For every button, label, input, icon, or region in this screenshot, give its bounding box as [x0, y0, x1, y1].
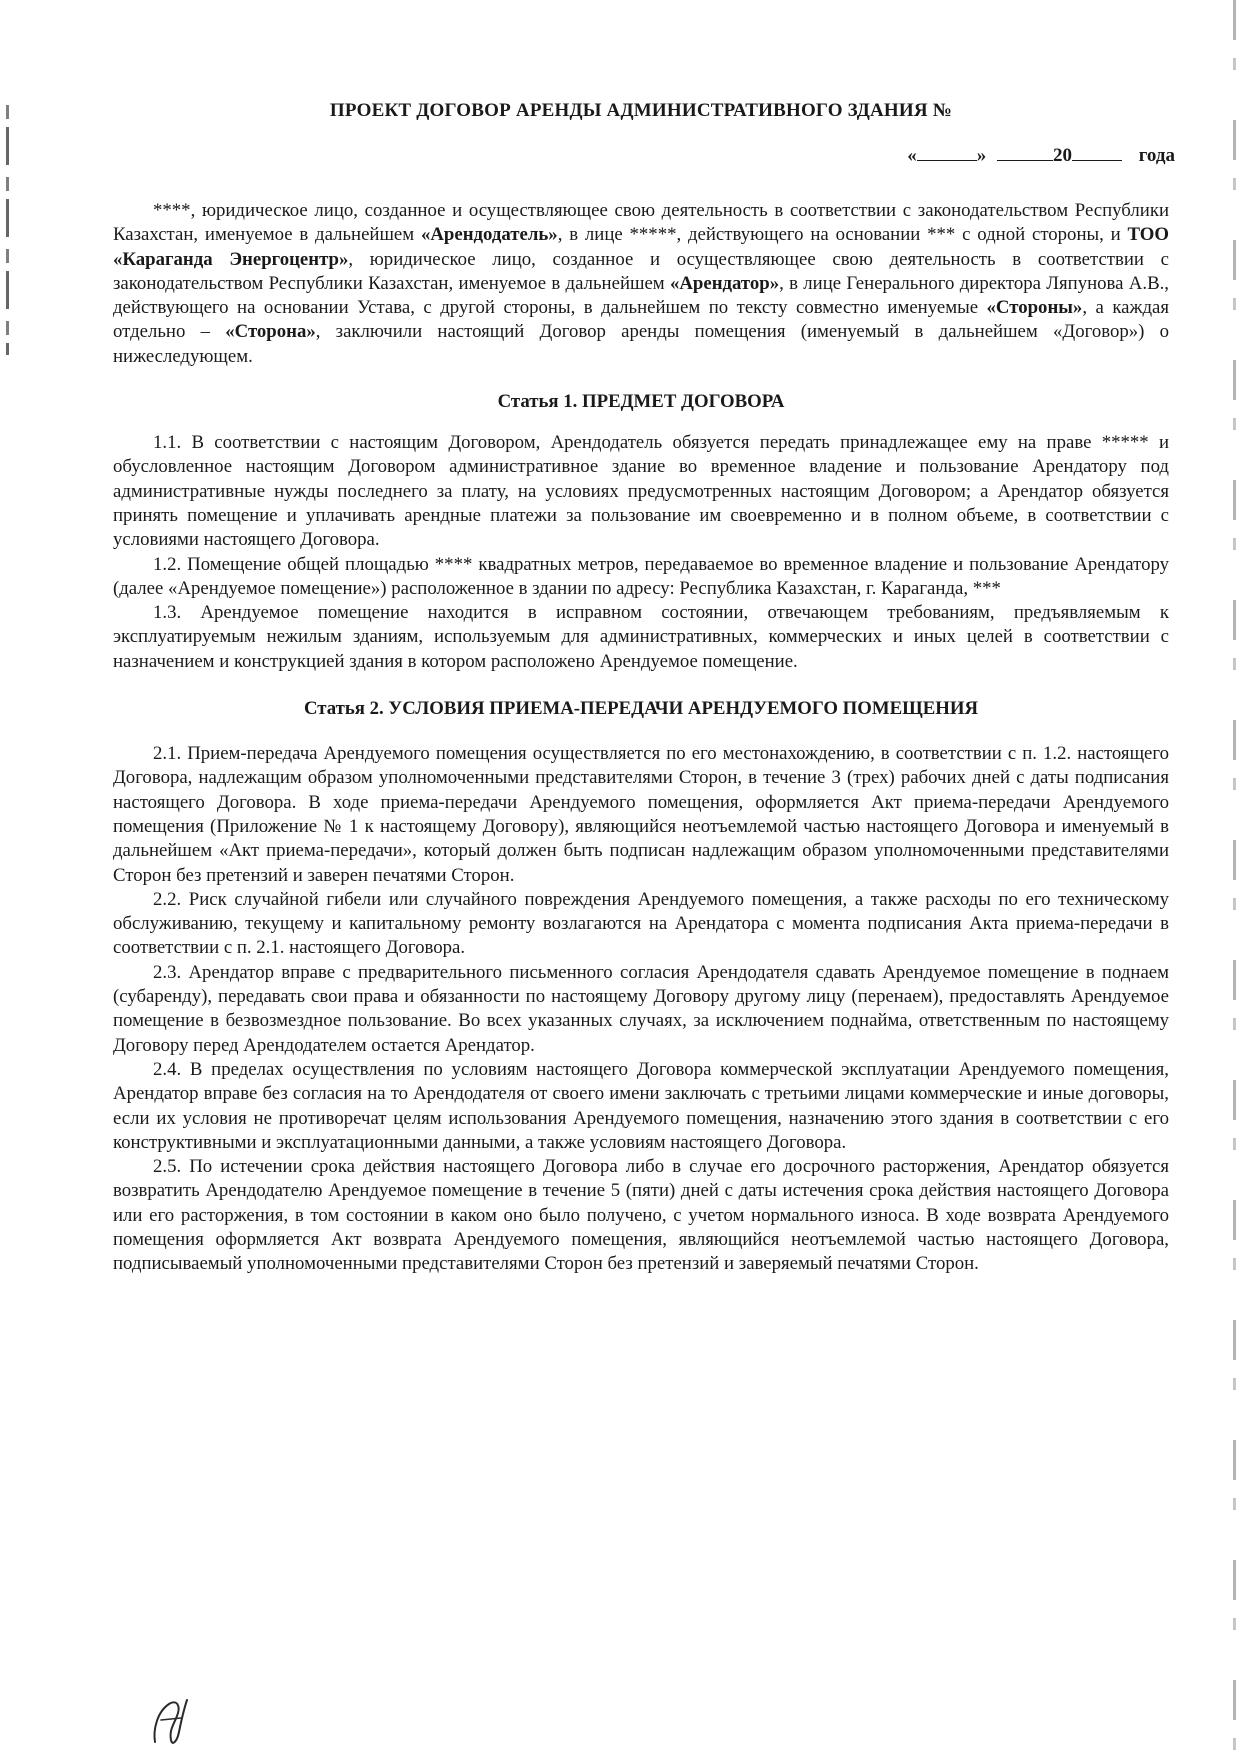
preamble-text-2: , в лице *****, действующего на основании *** с одной стороны, и	[557, 224, 1128, 246]
preamble-text-3: , юридическое лицо, созданное и осуществляющее свою деятельность в соответствии с законодательством Республики Казахстан, именуемое в дальнейшем	[113, 248, 1169, 294]
preamble-text-4: , в лице Генерального директора Ляпунова А.В., действующего на основании Устава, с другой стороны, в дальнейшем по тексту совместно именуемые	[113, 272, 1169, 319]
clause-1-3: 1.3. Арендуемое помещение находится в исправном состоянии, отвечающем требованиям, предъявляемым к эксплуатируемым нежилым зданиям, используемым для административных, коммерческих и иных целей в соответствии с назначением и конструкцией здания в котором расположено Арендуемое помещение.	[113, 602, 1169, 672]
document-title: ПРОЕКТ ДОГОВОР АРЕНДЫ АДМИНИСТРАТИВНОГО ЗДАНИЯ №	[329, 100, 953, 121]
clause-1-2: 1.2. Помещение общей площадью **** квадратных метров, передаваемое во временное владение и пользование Арендатору (далее «Арендуемое помещение») расположенное в здании по адресу: Республика Казахстан, г. Караганда, ***	[113, 553, 1169, 599]
clause-2-2: 2.2. Риск случайной гибели или случайного повреждения Арендуемого помещения, а также расходы по его техническому обслуживанию, текущему и капитальному ремонту возлагаются на Арендатора с момента подписания Акта приема-передачи в соответствии с п. 2.1. настоящего Договора.	[113, 888, 1169, 959]
party-lessee-term: «Арендатор»	[669, 272, 780, 294]
clause-2-1: 2.1. Прием-передача Арендуемого помещения осуществляется по его местонахождению, в соответствии с п. 1.2. настоящего Договора, надлежащим образом уполномоченными представителями Сторон, в течение 3 (трех) рабочих дней с даты подписания настоящего Договора. В ходе приема-передачи Арендуемого помещения, оформляется Акт приема-передачи Арендуемого помещения (Приложение № 1 к настоящему Договору), являющийся неотъемлемой частью настоящего Договора и именуемый в дальнейшем «Акт приема-передачи», который должен быть подписан надлежащим образом уполномоченными представителями Сторон без претензий и заверен печатями Сторон.	[113, 743, 1169, 886]
preamble-paragraph	[113, 199, 1169, 369]
preamble-text-1: ****, юридическое лицо, созданное и осуществляющее свою деятельность в соответствии с законодательством Республики Казахстан, именуемое в дальнейшем	[113, 200, 1169, 246]
contract-date-line	[113, 142, 1175, 167]
month-blank	[997, 142, 1053, 161]
parties-term: «Стороны»	[986, 297, 1083, 319]
scan-artifact-right	[1233, 0, 1236, 1754]
date-suffix: года	[1138, 145, 1175, 166]
clause-2-4: 2.4. В пределах осуществления по условиям настоящего Договора коммерческой эксплуатации Арендуемого помещения, Арендатор вправе без согласия на то Арендодателя от своего имени заключать с третьими лицами коммерческие и иные договоры, если их условия не противоречат целям использования Арендуемого помещения, назначению этого здания в соответствии с его конструктивными и эксплуатационными данными, а также условиям настоящего Договора.	[113, 1058, 1169, 1153]
date-open-quote: «	[907, 145, 917, 166]
date-close-quote: »	[976, 145, 987, 166]
day-blank	[917, 142, 977, 161]
year-blank	[1072, 142, 1122, 161]
party-term: «Сторона»	[225, 321, 316, 343]
clause-2-3: 2.3. Арендатор вправе с предварительного письменного согласия Арендодателя сдавать Арендуемое помещение в поднаем (субаренду), передавать свои права и обязанности по настоящему Договору другому лицу (перенаем), предоставлять Арендуемое помещение в безвозмездное пользование. Во всех указанных случаях, за исключением поднайма, ответственным по настоящему Договору перед Арендодателем остается Арендатор.	[113, 961, 1169, 1056]
date-century: 20	[1053, 145, 1073, 166]
scan-artifact-left	[6, 105, 9, 355]
article-1-heading: Статья 1. ПРЕДМЕТ ДОГОВОРА	[497, 391, 785, 413]
clause-2-5: 2.5. По истечении срока действия настоящего Договора либо в случае его досрочного расторжения, Арендатор обязуется возвратить Арендодателю Арендуемое помещение в течение 5 (пяти) дней с даты истечения срока действия настоящего Договора или его расторжения, в том состоянии в каком оно было получено, с учетом нормального износа. В ходе возврата Арендуемого помещения оформляется Акт возврата Арендуемого помещения, являющийся неотъемлемой частью настоящего Договора, подписываемый уполномоченными представителями Сторон без претензий и заверяемый печатями Сторон.	[113, 1156, 1169, 1275]
preamble-text-5: , а каждая отдельно –	[113, 297, 1169, 343]
preamble-text-6: , заключили настоящий Договор аренды помещения (именуемый в дальнейшем «Договор») о нижеследующем.	[113, 321, 1170, 367]
handwritten-signature-icon	[147, 1690, 197, 1750]
document-body	[113, 100, 1175, 1277]
article-2-heading: Статья 2. УСЛОВИЯ ПРИЕМА-ПЕРЕДАЧИ АРЕНДУЕМОГО ПОМЕЩЕНИЯ	[303, 698, 979, 720]
party-lessor-term: «Арендодатель»	[420, 224, 558, 246]
clause-1-1: 1.1. В соответствии с настоящим Договором, Арендодатель обязуется передать принадлежащее ему на праве ***** и обусловленное настоящим Договором административное здание во временное владение и пользование Арендатору под административные нужды последнего за плату, на условиях предусмотренных настоящим Договором; а Арендатор обязуется принять помещение и уплачивать арендные платежи за пользование им своевременно и в полном объеме, в соответствии с условиями настоящего Договора.	[113, 432, 1169, 551]
party-lessee-name: ТОО «Караганда Энергоцентр»	[113, 224, 1169, 270]
